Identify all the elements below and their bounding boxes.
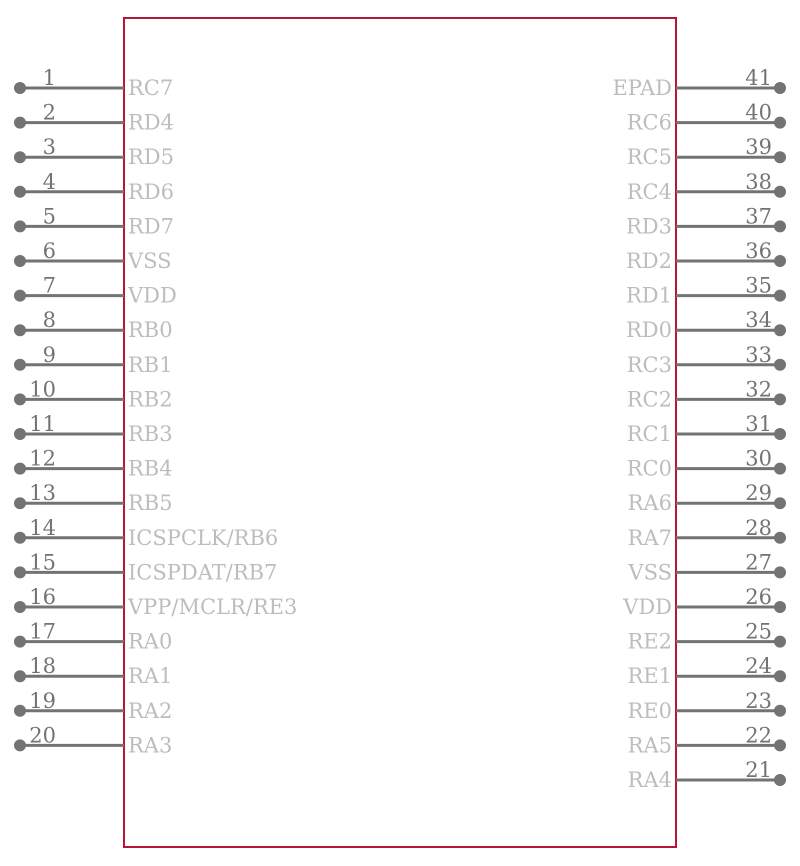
left-pin-16 <box>14 585 297 619</box>
pin-number: 28 <box>745 515 772 540</box>
left-pin-4 <box>14 170 174 204</box>
left-pin-9 <box>14 343 173 377</box>
pin-number: 7 <box>42 273 56 298</box>
pin-end-dot <box>774 566 786 578</box>
pin-end-dot <box>774 601 786 613</box>
pin-name: RD4 <box>128 110 175 135</box>
right-pin-24 <box>627 654 786 688</box>
right-pin-33 <box>627 343 786 377</box>
pin-end-dot <box>14 566 26 578</box>
pin-name: VPP/MCLR/RE3 <box>128 595 298 619</box>
right-pin-41 <box>612 66 786 100</box>
pin-end-dot <box>14 497 26 509</box>
right-pin-26 <box>622 585 786 619</box>
pin-name: RC1 <box>626 422 672 446</box>
left-pin-3 <box>14 135 174 169</box>
pin-number: 34 <box>745 308 772 333</box>
right-pin-39 <box>627 135 786 169</box>
right-pin-40 <box>627 101 786 135</box>
pin-name: RB1 <box>128 352 173 377</box>
right-pin-34 <box>626 308 786 342</box>
pin-number: 1 <box>42 66 56 90</box>
pin-name: RD2 <box>625 249 672 273</box>
right-pin-22 <box>628 723 786 757</box>
pin-name: RA7 <box>627 525 672 550</box>
pin-name: ICSPDAT/RB7 <box>128 560 278 585</box>
pin-name: RD1 <box>625 283 672 308</box>
pin-number: 35 <box>745 273 772 298</box>
pin-name: RE0 <box>627 698 672 723</box>
pin-name: RA6 <box>627 491 672 516</box>
pin-name: RD3 <box>625 214 672 239</box>
pin-end-dot <box>14 463 26 475</box>
pin-end-dot <box>14 705 26 717</box>
left-pin-1 <box>14 66 173 100</box>
pin-name: RE2 <box>627 629 672 654</box>
pin-number: 2 <box>42 100 56 125</box>
pin-end-dot <box>774 151 786 163</box>
pin-number: 21 <box>745 758 772 782</box>
pin-number: 14 <box>29 515 56 540</box>
pin-number: 22 <box>745 723 772 748</box>
pin-name: RA1 <box>128 664 173 689</box>
pin-end-dot <box>774 428 786 440</box>
pin-name: RC4 <box>626 179 672 204</box>
left-pin-10 <box>14 377 173 411</box>
pin-name: VDD <box>623 595 672 619</box>
left-pin-8 <box>14 308 173 342</box>
pin-name: RC5 <box>626 145 672 170</box>
pin-name: RB2 <box>128 387 173 412</box>
pin-number: 13 <box>29 481 56 506</box>
pin-number: 26 <box>745 585 772 609</box>
ic-body-outline <box>124 18 676 847</box>
left-pin-13 <box>14 481 173 515</box>
pin-name: VSS <box>128 249 172 273</box>
pin-end-dot <box>14 739 26 751</box>
pin-number: 36 <box>745 239 772 263</box>
pin-end-dot <box>14 82 26 94</box>
pin-end-dot <box>14 290 26 302</box>
pin-number: 30 <box>745 446 772 471</box>
pin-end-dot <box>774 117 786 129</box>
pin-number: 41 <box>745 66 772 90</box>
pin-end-dot <box>774 670 786 682</box>
right-pin-37 <box>626 204 786 238</box>
pin-number: 16 <box>29 585 56 609</box>
pin-name: EPAD <box>612 76 672 100</box>
left-pin-5 <box>14 204 174 238</box>
pin-end-dot <box>14 601 26 613</box>
right-pin-23 <box>627 689 786 723</box>
pin-number: 29 <box>745 481 772 506</box>
pin-number: 31 <box>745 412 772 436</box>
pin-end-dot <box>14 636 26 648</box>
pin-number: 23 <box>745 688 772 713</box>
pin-name: RB5 <box>128 491 173 516</box>
pin-name: RD6 <box>128 179 175 204</box>
left-pin-7 <box>14 274 177 308</box>
pin-end-dot <box>774 255 786 267</box>
pin-end-dot <box>14 324 26 336</box>
pin-name: RC6 <box>626 110 672 135</box>
pin-end-dot <box>14 220 26 232</box>
pin-end-dot <box>774 636 786 648</box>
pin-end-dot <box>14 428 26 440</box>
pin-end-dot <box>14 359 26 371</box>
right-pin-25 <box>627 620 786 654</box>
pin-end-dot <box>774 532 786 544</box>
pin-end-dot <box>14 117 26 129</box>
pin-number: 8 <box>42 308 56 333</box>
left-pin-15 <box>14 550 277 584</box>
right-pin-28 <box>628 516 786 550</box>
right-pin-group <box>612 66 786 792</box>
pin-number: 19 <box>29 688 56 713</box>
pin-number: 4 <box>42 169 56 194</box>
left-pin-11 <box>14 412 173 446</box>
pin-end-dot <box>774 739 786 751</box>
pin-number: 38 <box>745 169 772 194</box>
pin-end-dot <box>774 393 786 405</box>
pin-end-dot <box>774 186 786 198</box>
pin-number: 6 <box>42 239 56 263</box>
pin-number: 33 <box>745 342 772 367</box>
pin-name: RD7 <box>128 214 175 239</box>
pin-number: 3 <box>42 135 56 160</box>
pin-name: RE1 <box>627 664 672 689</box>
pin-number: 39 <box>745 135 772 160</box>
pin-name: RB0 <box>128 318 173 343</box>
left-pin-17 <box>14 620 172 654</box>
pin-name: RA5 <box>627 733 672 758</box>
pin-number: 5 <box>42 204 56 229</box>
left-pin-group <box>14 66 297 757</box>
right-pin-29 <box>628 481 786 515</box>
pin-end-dot <box>774 705 786 717</box>
pin-number: 32 <box>745 377 772 402</box>
right-pin-31 <box>627 412 786 446</box>
pin-name: RA3 <box>128 733 173 758</box>
left-pin-14 <box>14 516 278 550</box>
pin-number: 11 <box>29 412 56 436</box>
right-pin-21 <box>628 758 786 792</box>
right-pin-36 <box>626 239 786 273</box>
pin-end-dot <box>14 151 26 163</box>
pin-end-dot <box>14 255 26 267</box>
left-pin-6 <box>14 239 172 273</box>
pin-number: 24 <box>745 654 772 679</box>
pin-name: VSS <box>628 560 672 585</box>
pin-end-dot <box>14 532 26 544</box>
pin-end-dot <box>774 463 786 475</box>
pin-number: 40 <box>745 100 772 125</box>
pin-end-dot <box>774 359 786 371</box>
pin-number: 17 <box>29 619 56 644</box>
pin-number: 18 <box>29 654 56 679</box>
right-pin-30 <box>627 447 786 481</box>
pin-number: 12 <box>29 446 56 471</box>
pin-end-dot <box>774 220 786 232</box>
pin-name: RC0 <box>626 456 672 481</box>
right-pin-35 <box>626 274 786 308</box>
left-pin-19 <box>14 689 172 723</box>
right-pin-27 <box>627 550 786 584</box>
pin-name: RC2 <box>626 387 672 412</box>
pin-name: ICSPCLK/RB6 <box>128 525 279 550</box>
pin-number: 27 <box>745 550 772 575</box>
pin-end-dot <box>774 774 786 786</box>
left-pin-2 <box>14 101 174 135</box>
pin-name: RC3 <box>626 352 672 377</box>
pin-number: 9 <box>42 342 56 367</box>
pin-end-dot <box>14 186 26 198</box>
pin-number: 25 <box>745 619 772 644</box>
right-pin-38 <box>627 170 786 204</box>
pin-name: RD0 <box>625 318 672 343</box>
pin-number: 37 <box>745 204 772 229</box>
pin-name: RC7 <box>128 76 174 100</box>
pin-number: 20 <box>29 723 56 748</box>
left-pin-20 <box>14 723 172 757</box>
pin-name: RA0 <box>128 629 173 654</box>
left-pin-12 <box>14 447 173 481</box>
pin-end-dot <box>774 497 786 509</box>
pin-name: RB4 <box>128 456 173 481</box>
pin-end-dot <box>774 290 786 302</box>
pin-name: RB3 <box>128 422 173 446</box>
pin-number: 10 <box>29 377 56 402</box>
pin-name: RD5 <box>128 145 175 170</box>
pin-number: 15 <box>29 550 56 575</box>
pin-name: RA2 <box>128 698 173 723</box>
pin-name: VDD <box>128 283 177 308</box>
left-pin-18 <box>14 654 172 688</box>
right-pin-32 <box>627 377 786 411</box>
pin-end-dot <box>14 393 26 405</box>
pin-end-dot <box>14 670 26 682</box>
pin-end-dot <box>774 324 786 336</box>
pin-end-dot <box>774 82 786 94</box>
pin-name: RA4 <box>627 768 672 792</box>
